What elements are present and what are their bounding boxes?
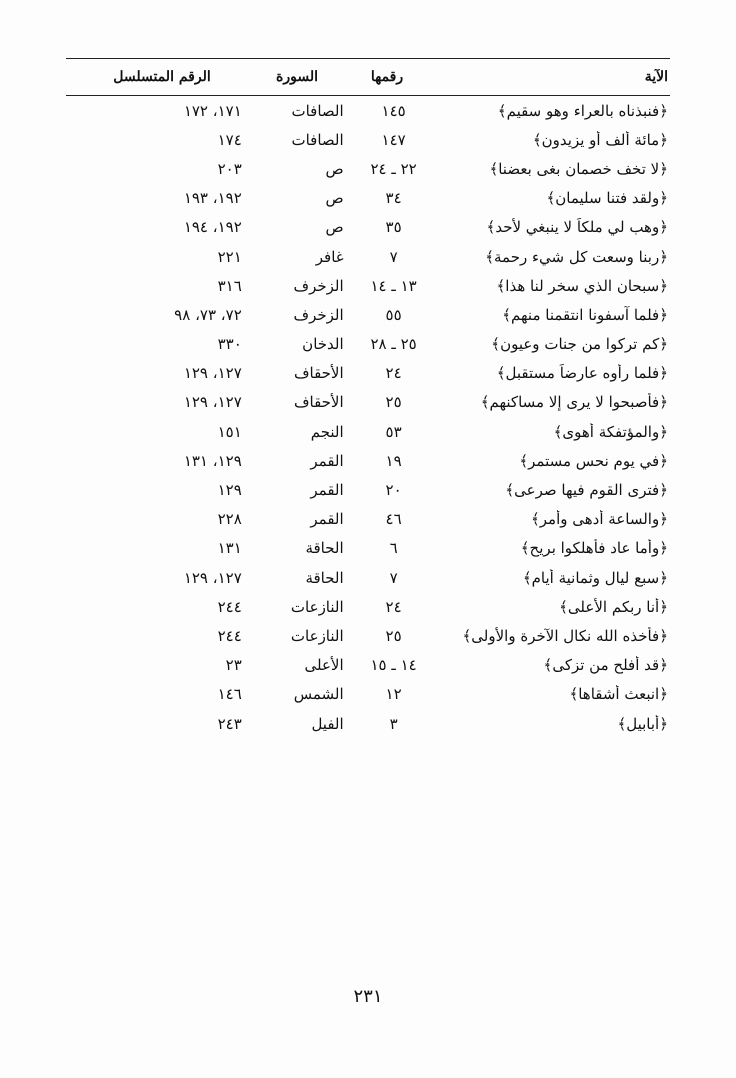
number-cell: ٢٥: [385, 393, 402, 412]
serial-cell: ٢٢١: [217, 247, 242, 266]
ayah-cell: ﴿ربنا وسعت كل شيء رحمة﴾: [485, 247, 668, 266]
serial-cell: ١٢٩: [217, 481, 242, 500]
table-row: [66, 417, 670, 446]
ayah-cell: ﴿وأما عاد فأهلكوا بريح﴾: [520, 539, 668, 558]
ayah-cell: ﴿ولقد فتنا سليمان﴾: [546, 189, 668, 208]
serial-cell: ١٤٦: [217, 685, 242, 704]
number-cell: ٧: [389, 247, 398, 266]
number-cell: ٥٣: [385, 422, 402, 441]
number-cell: ٣٤: [385, 189, 402, 208]
number-cell: ٣٥: [385, 218, 402, 237]
table-row: [66, 271, 670, 300]
ayah-cell: ﴿فلما آسفونا انتقمنا منهم﴾: [502, 305, 668, 324]
surah-cell: القمر: [310, 451, 344, 470]
surah-cell: النازعات: [290, 597, 344, 616]
number-cell: ٢٥ ـ ٢٨: [370, 335, 417, 354]
serial-cell: ١٩٢، ١٩٣: [183, 189, 242, 208]
surah-cell: الصافات: [291, 101, 344, 120]
serial-cell: ١٣١: [217, 539, 242, 558]
number-cell: ٢٠: [385, 481, 402, 500]
serial-cell: ١٢٧، ١٢٩: [183, 393, 242, 412]
surah-cell: ص: [325, 189, 344, 208]
table-header: [66, 58, 670, 96]
table-row: [66, 475, 670, 504]
ayah-cell: ﴿أبابيل﴾: [617, 714, 668, 733]
number-cell: ٣: [389, 714, 398, 733]
page-number: ٢٣١: [353, 986, 383, 1007]
table-row: [66, 330, 670, 359]
header-serial: الرقم المتسلسل: [113, 69, 211, 85]
number-cell: ١٤٧: [381, 130, 406, 149]
serial-cell: ١٢٩، ١٣١: [183, 451, 242, 470]
surah-cell: غافر: [315, 247, 344, 266]
surah-cell: النازعات: [290, 626, 344, 645]
number-cell: ٢٥: [385, 626, 402, 645]
surah-cell: ص: [325, 159, 344, 178]
serial-cell: ٣١٦: [217, 276, 242, 295]
surah-cell: الحاقة: [305, 539, 344, 558]
table-row: [66, 621, 670, 650]
number-cell: ٦: [389, 539, 398, 558]
surah-cell: القمر: [310, 481, 344, 500]
ayah-cell: ﴿لا تخف خصمان بغى بعضنا﴾: [489, 159, 668, 178]
ayah-cell: ﴿فأخذه الله نكال الآخرة والأولى﴾: [462, 626, 668, 645]
surah-cell: الدخان: [302, 335, 344, 354]
ayah-cell: ﴿وهب لي ملكاً لا ينبغي لأحد﴾: [486, 218, 668, 237]
surah-cell: الأحقاف: [293, 393, 344, 412]
serial-cell: ٢٤٤: [217, 626, 242, 645]
serial-cell: ١٢٧، ١٢٩: [183, 364, 242, 383]
number-cell: ٥٥: [385, 305, 402, 324]
table-row: [66, 125, 670, 154]
table-row: [66, 359, 670, 388]
number-cell: ١٩: [385, 451, 402, 470]
serial-cell: ٢٤٤: [217, 597, 242, 616]
serial-cell: ٢٠٣: [217, 159, 242, 178]
ayah-cell: ﴿فنبذناه بالعراء وهو سقيم﴾: [497, 101, 668, 120]
serial-cell: ١٢٧، ١٢٩: [183, 568, 242, 587]
surah-cell: ص: [325, 218, 344, 237]
table-row: [66, 651, 670, 680]
header-ayah: الآية: [644, 69, 668, 85]
serial-cell: ١٥١: [217, 422, 242, 441]
number-cell: ١٢: [385, 685, 402, 704]
number-cell: ٧: [389, 568, 398, 587]
table-row: [66, 213, 670, 242]
surah-cell: الزخرف: [293, 305, 344, 324]
number-cell: ١٣ ـ ١٤: [370, 276, 417, 295]
ayah-cell: ﴿أنا ربكم الأعلى﴾: [559, 597, 668, 616]
surah-cell: الزخرف: [293, 276, 344, 295]
table-row: [66, 300, 670, 329]
ayah-cell: ﴿كم تركوا من جنات وعيون﴾: [491, 335, 668, 354]
verse-index-table: [66, 58, 670, 738]
number-cell: ٢٤: [385, 597, 402, 616]
serial-cell: ٣٣٠: [217, 335, 242, 354]
ayah-cell: ﴿في يوم نحس مستمر﴾: [519, 451, 668, 470]
ayah-cell: ﴿مائة ألف أو يزيدون﴾: [532, 130, 668, 149]
serial-cell: ١٧٤: [217, 130, 242, 149]
ayah-cell: ﴿سبع ليال وثمانية أيام﴾: [522, 568, 668, 587]
number-cell: ٢٢ ـ ٢٤: [370, 159, 417, 178]
number-cell: ٢٤: [385, 364, 402, 383]
surah-cell: النجم: [310, 422, 344, 441]
table-body: [66, 96, 670, 738]
table-row: [66, 534, 670, 563]
ayah-cell: ﴿فأصبحوا لا يرى إلا مساكنهم﴾: [480, 393, 668, 412]
table-row: [66, 680, 670, 709]
table-row: [66, 242, 670, 271]
serial-cell: ١٩٢، ١٩٤: [183, 218, 242, 237]
table-row: [66, 96, 670, 125]
surah-cell: الفيل: [311, 714, 344, 733]
serial-cell: ٧٢، ٧٣، ٩٨: [174, 305, 242, 324]
table-row: [66, 505, 670, 534]
table-row: [66, 446, 670, 475]
table-row: [66, 388, 670, 417]
table-row: [66, 154, 670, 183]
table-row: [66, 709, 670, 738]
ayah-cell: ﴿سبحان الذي سخر لنا هذا﴾: [496, 276, 668, 295]
surah-cell: الأعلى: [304, 656, 344, 675]
ayah-cell: ﴿والساعة أدهى وأمر﴾: [530, 510, 668, 529]
number-cell: ١٤٥: [381, 101, 406, 120]
surah-cell: الصافات: [291, 130, 344, 149]
number-cell: ١٤ ـ ١٥: [370, 656, 417, 675]
ayah-cell: ﴿فترى القوم فيها صرعى﴾: [505, 481, 668, 500]
ayah-cell: ﴿فلما رأوه عارضاً مستقبل﴾: [496, 364, 668, 383]
ayah-cell: ﴿قد أفلح من تزكى﴾: [543, 656, 668, 675]
header-number: رقمها: [370, 69, 404, 85]
number-cell: ٤٦: [385, 510, 402, 529]
surah-cell: الحاقة: [305, 568, 344, 587]
serial-cell: ٢٢٨: [217, 510, 242, 529]
serial-cell: ٢٤٣: [217, 714, 242, 733]
surah-cell: القمر: [310, 510, 344, 529]
header-surah: السورة: [276, 69, 318, 85]
surah-cell: الأحقاف: [293, 364, 344, 383]
serial-cell: ١٧١، ١٧٢: [183, 101, 242, 120]
table-row: [66, 563, 670, 592]
table-row: [66, 184, 670, 213]
ayah-cell: ﴿انبعث أشقاها﴾: [569, 685, 668, 704]
ayah-cell: ﴿والمؤتفكة أهوى﴾: [553, 422, 668, 441]
serial-cell: ٢٣: [225, 656, 242, 675]
table-row: [66, 592, 670, 621]
surah-cell: الشمس: [293, 685, 344, 704]
